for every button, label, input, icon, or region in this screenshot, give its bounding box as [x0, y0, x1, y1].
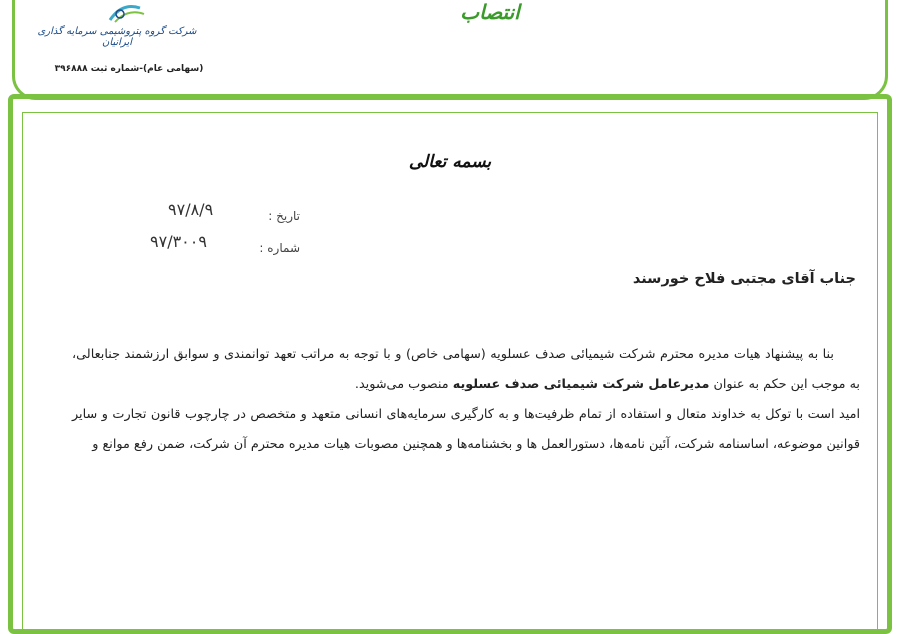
number-value: ۹۷/۳۰۰۹ — [150, 232, 207, 251]
date-value: ۹۷/۸/۹ — [168, 200, 214, 219]
document-title: انتصاب — [460, 0, 520, 24]
company-name: شرکت گروه پتروشیمی سرمایه گذاری ایرانیان — [37, 26, 197, 48]
paragraph-appointment-text-c: منصوب می‌شوید. — [354, 377, 453, 392]
recipient-name: جناب آقای مجتبی فلاح خورسند — [632, 271, 856, 287]
registration-number: (سهامی عام)-شماره ثبت ۳۹۶۸۸۸ — [54, 64, 204, 74]
invocation: بسمه تعالی — [408, 152, 492, 172]
paragraph-expectations: امید است با توکل به خداوند متعال و استفاده از تمام ظرفیت‌ها و به کارگیری سرمایه‌های انسانی متعهد و متخصص در چارچوب قانون تجارت و سایر قوانین موضوعه، اساسنامه شرکت، آئین نامه‌ها، دستورالعمل ها و بخشنامه‌ها و همچنین مصوبات هیات مدیره محترم آن شرکت، ضمن رفع موانع و — [72, 407, 860, 452]
date-label: تاریخ : — [268, 209, 300, 223]
appointed-position: مدیرعامل شرکت شیمیائی صدف عسلویه — [452, 377, 710, 392]
paragraph-appointment — [72, 340, 860, 400]
letter-body — [72, 340, 860, 460]
number-label: شماره : — [259, 241, 300, 255]
paragraph-appointment-text-a: بنا به پیشنهاد هیات مدیره محترم شرکت شیمیائی صدف عسلویه (سهامی خاص) و با توجه به مراتب تعهد توانمندی و سوابق ارزشمند جنابعالی، به موجب این حکم به عنوان — [72, 347, 860, 392]
